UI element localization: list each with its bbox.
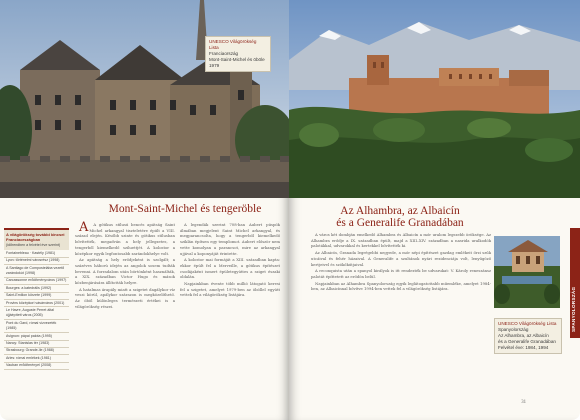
page-title-right xyxy=(325,205,475,229)
body-text-right xyxy=(311,232,491,382)
page-title-line-2: és a Generalife Granadában xyxy=(336,217,464,229)
paragraph: A kolostor mai formáját a XIII. században kapta: ekkor épült fel a Merveille, a gótikus építészet csodájaként ismert épületegyüttes a sziget északi oldalán. xyxy=(180,257,280,280)
sidebar-item: Strasbourg: Grande-île (1988) xyxy=(4,348,69,355)
paragraph: A legendák szerint 708-ban Aubert püspök álmában megjelent Saint Michel arkangyal, és megparancsolta, hogy a tengerből kiemelkedő sziklán építsen egy templomot. Aubert először nem vette komolyan a parancsot, mire az arkangyal ujjával a koponyáját érintette. xyxy=(180,222,280,256)
left-page xyxy=(0,0,289,420)
page-number: 31 xyxy=(521,400,526,405)
photo-caption-left xyxy=(205,36,271,72)
sidebar-item: Avignon: pápai palota (1995) xyxy=(4,333,69,340)
sidebar-box xyxy=(4,228,69,370)
paragraph: Napjainkban az Alhambra Spanyolország egyik leglátogatottabb műemléke, amelyet 1984-ben, az Albaicínnal bővítve 1994-ben vettek fel a világörökség listájára. xyxy=(311,280,491,292)
paragraph-text: A gótikus stílusú bencés apátság Saint Michel arkangyal tiszteletére épült a VIII. század elején. Később szinte és gótikus stílusban bővítették, megadván a hely jellegzetes, a tengerből kiemelkedő sziluettjét. A kolostor a középkor egyik legfontosabb zarándokhelye volt. xyxy=(75,222,175,256)
paragraph: A város két dombján emelkedő Alhambra és Albaicín a mór uralom legszebb öröksége. Az Alhambra erődje a IX. században épült, majd a XIII–XIV. században a nasrida uralkodók palotákkal, udvarokkal és kertekkel bővítették ki. xyxy=(311,232,491,249)
caption-body: Spanyolország Az Alhambra, az Albaicín és a Generalife Granadában Felvétel éve: 1984, 1994 xyxy=(498,327,556,350)
sidebar-item: Nancy: Stanislas tér (1983) xyxy=(4,341,69,348)
caption-title: UNESCO Világörökség Lista xyxy=(498,321,557,326)
paragraph: Napjainkban évente több millió látogató keresi fel a szigetet, amelyet 1979-ben az öböllel együtt vettek fel a világörökség listájára. xyxy=(180,281,280,298)
page-title-line-1: Az Alhambra, az Albaicín xyxy=(340,205,460,217)
side-tab-label: SPANYOLORSZÁG xyxy=(571,286,576,332)
sidebar-item: Le Havre, Auguste Perret által újjáépített város (2005) xyxy=(4,307,69,320)
sidebar-item: Bourges: a katedrális (1992) xyxy=(4,285,69,292)
caption-body: Franciaország Mont-Saint-Michel és öböle 1979 xyxy=(209,51,265,68)
body-text-column-2 xyxy=(180,222,280,392)
right-page xyxy=(289,0,580,420)
photo-caption-right xyxy=(494,318,562,354)
sidebar-header xyxy=(4,228,69,250)
paragraph xyxy=(75,222,175,256)
paragraph: Az Albaicín, Granada legrégebbi negyede, a mór népi építészet gazdag emlékeit őrzi szűk utcáival és fehér házaival. A Generalife a szultánok nyári rezidenciája volt, lenyűgöző kertjeivel és szökőkútjaival. xyxy=(311,250,491,267)
sidebar-item: Pont du Gard, római vízvezeték (1985) xyxy=(4,320,69,333)
sidebar-item: Provins középkori vásárváros (2001) xyxy=(4,300,69,307)
sidebar-item: Vauban erődítményei (2008) xyxy=(4,363,69,370)
paragraph: Az apátság a hely erődjeként is szolgált; a százéves háború idején az angolok sosem tudták bevenni. A forradalom után börtönként használták, a XIX. században Victor Hugo és mások közbenjárására állították helyre. xyxy=(75,257,175,286)
sidebar-item: Arles: római emlékek (1981) xyxy=(4,355,69,362)
sidebar-item: Saint-Emilion körzete (1999) xyxy=(4,293,69,300)
generalife-photo xyxy=(494,236,560,308)
caption-title: UNESCO Világörökség Lista xyxy=(209,39,257,50)
alhambra-photo xyxy=(289,0,580,198)
sidebar-item: Carcassonne erődítményváros (1997) xyxy=(4,278,69,285)
drop-cap: A xyxy=(79,220,89,235)
paragraph: A hatalmas árapály miatt a szigetet dagálykor víz veszi körül, apálykor szárazon is megközelíthető. Az öböl különleges természeti értékei is a világörökség részei. xyxy=(75,286,175,309)
page-title-left: Mont-Saint-Michel és tengeröble xyxy=(108,203,262,215)
body-text-column-1 xyxy=(75,222,175,392)
paragraph: A reconquista után a spanyol királyok is itt rendezték be udvarukat: V. Károly reneszánsz palotát építtetett az erődön belül. xyxy=(311,268,491,279)
sidebar-item: Lyon: történelmi városrész (1998) xyxy=(4,258,69,265)
sidebar-title: A világörökség további kincsei Franciaországban xyxy=(6,232,65,243)
sidebar-item: A Santiago de Compostelába vezető zarándokút (1998) xyxy=(4,265,69,278)
sidebar-subtitle: (időrendben a felvétel éve szerint) xyxy=(6,242,61,247)
side-tab xyxy=(570,228,580,338)
mont-saint-michel-photo xyxy=(0,0,289,198)
sidebar-item: Fontainebleau · Kastély (1981) xyxy=(4,250,69,257)
